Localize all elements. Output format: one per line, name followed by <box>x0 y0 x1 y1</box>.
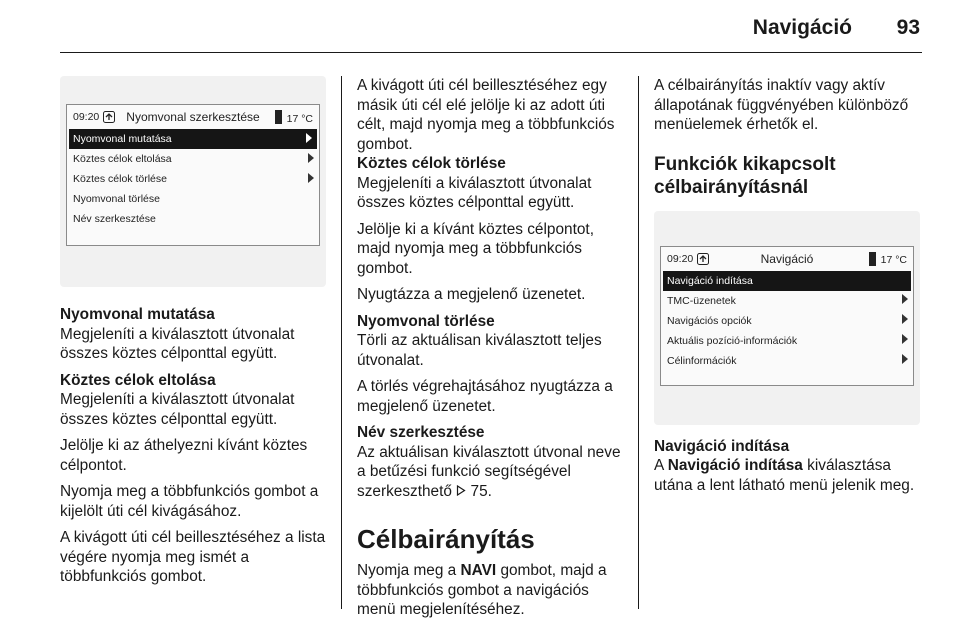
paragraph: Megjeleníti a kiválasztott útvonalat összes köztes célponttal együtt. <box>60 391 295 428</box>
column-2 <box>357 76 623 627</box>
paragraph: Jelölje ki az áthelyezni kívánt köztes célpontot. <box>60 437 308 474</box>
page-header-title: Navigáció <box>752 16 852 39</box>
menu-item-label: Célinformációk <box>667 354 737 367</box>
display-screen <box>66 104 320 246</box>
display-title: Navigáció <box>760 251 814 266</box>
menu-item-label: Nyomvonal mutatása <box>73 133 172 145</box>
menu-item-label: Aktuális pozíció-információk <box>667 334 798 347</box>
navi-button-label: NAVI <box>460 562 497 579</box>
menu-item-move-waypoints[interactable] <box>67 149 319 169</box>
paragraph: Nyomja meg a többfunkciós gombot a kijelölt úti cél kivágásához. <box>60 483 319 520</box>
display-title: Nyomvonal szerkesztése <box>126 110 260 124</box>
menu-item-current-position-info[interactable] <box>661 331 913 351</box>
menu-item-delete-waypoints[interactable] <box>67 169 319 189</box>
chevron-right-icon <box>307 153 315 166</box>
paragraph: Jelölje ki a kívánt köztes célpontot, majd nyomja meg a többfunkciós gombot. <box>357 220 594 277</box>
menu-item-label: Köztes célok törlése <box>73 173 167 185</box>
menu-item-delete-route[interactable] <box>67 189 319 209</box>
header-divider <box>60 52 922 53</box>
menu-item-navigation-options[interactable] <box>661 311 913 331</box>
paragraph-text: A <box>654 457 664 474</box>
chevron-right-icon <box>305 133 313 146</box>
chevron-right-icon <box>307 173 315 186</box>
paragraph: A célbairányítás inaktív vagy aktív állapotának függvényében különböző menüelemek érhetők el. <box>654 77 909 133</box>
display-temperature: 17 °C <box>286 112 313 125</box>
paragraph-text: kiválasztása utána a lent látható menü jelenik meg. <box>654 457 915 494</box>
menu-item-label: Nyomvonal törlése <box>73 193 160 205</box>
chevron-right-icon <box>901 314 909 327</box>
paragraph-text: gombot, majd a többfunkciós gombot a navigációs menü megjelenítéséhez. <box>357 562 607 618</box>
page-number: 93 <box>896 16 920 39</box>
display-screen <box>660 246 914 386</box>
page-reference-arrow-icon <box>456 483 466 500</box>
menu-item-label: Navigáció indítása <box>667 274 753 287</box>
navigation-menu-screenshot <box>654 211 920 425</box>
subheading-start-navigation: Navigáció indítása <box>654 437 790 455</box>
paragraph: Megjeleníti a kiválasztott útvonalat összes köztes célponttal együtt. <box>357 174 592 211</box>
paragraph-text: Az aktuálisan kiválasztott útvonal neve a betűzési funkció segítségével szerkeszthető <box>357 443 621 500</box>
menu-item-label: TMC-üzenetek <box>667 294 736 307</box>
menu-item-label: Név szerkesztése <box>73 213 156 225</box>
display-temperature: 17 °C <box>880 254 907 266</box>
chevron-right-icon <box>901 294 909 307</box>
column-divider-1 <box>341 76 342 609</box>
subheading-move-waypoints: Köztes célok eltolása <box>60 371 216 389</box>
menu-item-start-navigation[interactable] <box>663 271 911 291</box>
section-heading: Célbairányítás <box>357 524 535 554</box>
column-1 <box>60 76 326 594</box>
chevron-right-icon <box>901 354 909 367</box>
menu-item-edit-name[interactable] <box>67 209 319 229</box>
menu-item-tmc-messages[interactable] <box>661 291 913 311</box>
page-reference-link[interactable]: 75. <box>470 482 492 500</box>
column-divider-2 <box>638 76 639 609</box>
display-time: 09:20 <box>667 252 694 265</box>
route-edit-screenshot <box>60 76 326 287</box>
paragraph-edit-name <box>357 443 623 502</box>
paragraph: A kivágott úti cél beillesztéséhez a lista végére nyomja meg ismét a többfunkciós gombot. <box>60 529 326 585</box>
paragraph-start-navigation <box>654 456 922 495</box>
menu-item-destination-info[interactable] <box>661 351 913 371</box>
paragraph: Nyugtázza a megjelenő üzenetet. <box>357 286 586 303</box>
menu-item-show-route[interactable] <box>69 129 317 149</box>
subsection-heading: Funkciók kikapcsolt célbairányításnál <box>654 153 836 198</box>
thermometer-icon <box>868 252 877 269</box>
display-status-bar <box>67 105 319 129</box>
subheading-delete-waypoints: Köztes célok törlése <box>357 155 506 172</box>
paragraph: Megjeleníti a kiválasztott útvonalat összes köztes célponttal együtt. <box>60 325 295 362</box>
subheading-delete-route: Nyomvonal törlése <box>357 312 495 330</box>
menu-item-label: Navigációs opciók <box>667 314 752 327</box>
display-status-bar <box>661 247 913 271</box>
column-3 <box>654 76 922 502</box>
display-time: 09:20 <box>73 111 100 123</box>
paragraph: A kivágott úti cél beillesztéséhez egy másik úti cél elé jelölje ki az adott úti célt, majd nyomja meg a többfunkciós gombot. <box>357 77 615 153</box>
paragraph-navi <box>357 561 623 620</box>
subheading-edit-name: Név szerkesztése <box>357 424 485 441</box>
inline-bold-term: Navigáció indítása <box>667 457 803 474</box>
subheading-show-route: Nyomvonal mutatása <box>60 306 215 323</box>
thermometer-icon <box>274 110 283 127</box>
paragraph: A törlés végrehajtásához nyugtázza a megjelenő üzenetet. <box>357 378 613 415</box>
paragraph-text: Nyomja meg a <box>357 562 457 579</box>
paragraph: Törli az aktuálisan kiválasztott teljes útvonalat. <box>357 332 602 369</box>
menu-item-label: Köztes célok eltolása <box>73 153 172 165</box>
chevron-right-icon <box>901 334 909 347</box>
